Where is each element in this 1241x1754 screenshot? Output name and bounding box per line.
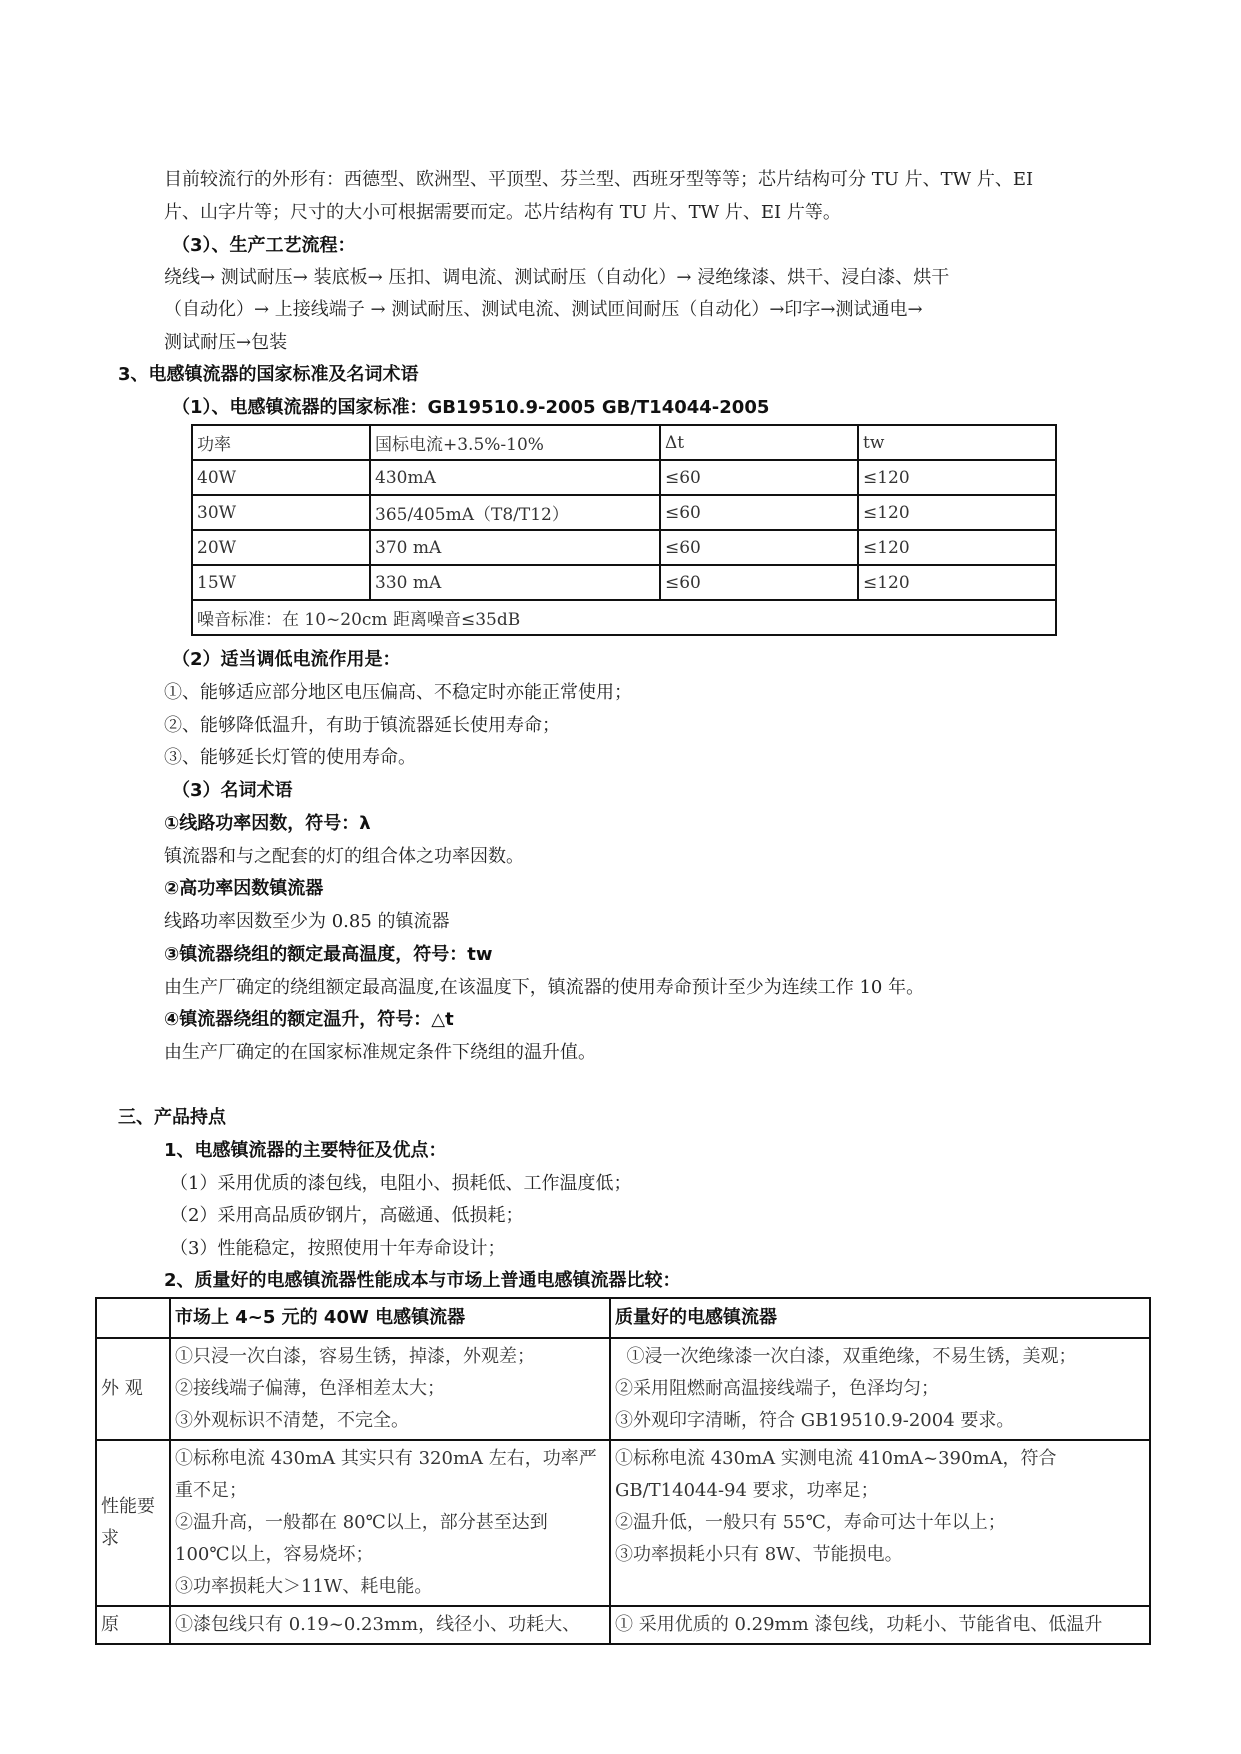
terms-heading: （3）名词术语 xyxy=(172,780,293,801)
table-cell xyxy=(610,1338,1150,1440)
cell-line: ①只浸一次白漆，容易生锈，掉漆，外观差； xyxy=(175,1346,535,1367)
term-title: ③镇流器绕组的额定最高温度，符号：tw xyxy=(164,944,493,965)
list-item: ③、能够延长灯管的使用寿命。 xyxy=(164,747,416,768)
cell-line: ① 采用优质的 0.29mm 漆包线，功耗小、节能省电、低温升 xyxy=(615,1614,1103,1635)
table-note-row xyxy=(192,600,1056,635)
row-label: 性能要求 xyxy=(96,1440,170,1606)
table-row xyxy=(96,1440,1150,1606)
table-row xyxy=(192,460,1056,495)
table-cell: 30W xyxy=(192,495,370,530)
table-header-cell: tw xyxy=(858,425,1056,460)
cell-line: ②接线端子偏薄，色泽相差太大； xyxy=(175,1378,445,1399)
table-cell: ≤60 xyxy=(660,565,858,600)
table-header-row xyxy=(192,425,1056,460)
cell-line: ③功率损耗大＞11W、耗电能。 xyxy=(175,1576,433,1597)
section-heading: 三、产品持点 xyxy=(118,1107,226,1128)
row-label: 外 观 xyxy=(96,1338,170,1440)
table-row xyxy=(192,530,1056,565)
process-line: （自动化）→ 上接线端子 → 测试耐压、测试电流、测试匝间耐压（自动化）→印字→测试通电→ xyxy=(164,299,923,320)
term-title: ①线路功率因数，符号：λ xyxy=(164,813,371,834)
table-corner-cell xyxy=(96,1298,170,1338)
term-desc: 线路功率因数至少为 0.85 的镇流器 xyxy=(164,911,450,932)
list-item: （2）采用高品质矽钢片，高磁通、低损耗； xyxy=(170,1205,524,1226)
table-row xyxy=(96,1338,1150,1440)
table-cell xyxy=(610,1606,1150,1644)
term-desc: 由生产厂确定的绕组额定最高温度,在该温度下，镇流器的使用寿命预计至少为连续工作 10 年。 xyxy=(164,977,925,998)
paragraph-line: 目前较流行的外形有：西德型、欧洲型、平顶型、芬兰型、西班牙型等等；芯片结构可分 TU 片、TW 片、EI xyxy=(164,169,1034,190)
table-cell: ≤120 xyxy=(858,460,1056,495)
table-header-cell: 质量好的电感镇流器 xyxy=(610,1298,1150,1338)
standard-table xyxy=(191,424,1057,636)
table-cell: ≤60 xyxy=(660,495,858,530)
table-header-row xyxy=(96,1298,1150,1338)
cell-line: 100℃以上，容易烧坏； xyxy=(175,1544,374,1565)
table-row xyxy=(192,495,1056,530)
cell-line: ②温升低，一般只有 55℃，寿命可达十年以上； xyxy=(615,1512,1006,1533)
table-cell: ≤60 xyxy=(660,530,858,565)
table-cell: 365/405mA（T8/T12） xyxy=(370,495,660,530)
table-cell: ≤120 xyxy=(858,495,1056,530)
cell-line: ③功率损耗小只有 8W、节能损电。 xyxy=(615,1544,903,1565)
cell-line: ③外观印字清晰，符合 GB19510.9-2004 要求。 xyxy=(615,1410,1015,1431)
table-header-cell: 市场上 4~5 元的 40W 电感镇流器 xyxy=(170,1298,610,1338)
table-header-cell: Δt xyxy=(660,425,858,460)
term-title: ④镇流器绕组的额定温升，符号：△t xyxy=(164,1009,454,1030)
list-item: ②、能够降低温升，有助于镇流器延长使用寿命； xyxy=(164,715,560,736)
features-subheading: 1、电感镇流器的主要特征及优点： xyxy=(164,1140,447,1161)
list-item: （1）采用优质的漆包线，电阻小、损耗低、工作温度低； xyxy=(170,1173,632,1194)
noise-standard-note: 噪音标准：在 10~20cm 距离噪音≤35dB xyxy=(192,600,1056,635)
term-title: ②高功率因数镇流器 xyxy=(164,878,324,899)
process-heading: （3）、生产工艺流程： xyxy=(172,235,356,256)
table-cell: 20W xyxy=(192,530,370,565)
table-cell: ≤60 xyxy=(660,460,858,495)
cell-line: ②温升高，一般都在 80℃以上，部分甚至达到 xyxy=(175,1512,548,1533)
process-line: 测试耐压→包装 xyxy=(164,332,288,353)
list-item: （3）性能稳定，按照使用十年寿命设计； xyxy=(170,1238,506,1259)
table-cell xyxy=(170,1338,610,1440)
cell-line: 重不足； xyxy=(175,1480,247,1501)
cell-line: GB/T14044-94 要求，功率足； xyxy=(615,1480,879,1501)
list-item: ①、能够适应部分地区电压偏高、不稳定时亦能正常使用； xyxy=(164,682,632,703)
table-cell: ≤120 xyxy=(858,565,1056,600)
standard-heading: （1）、电感镇流器的国家标准：GB19510.9-2005 GB/T14044-2005 xyxy=(172,397,770,418)
table-header-cell: 国标电流+3.5%-10% xyxy=(370,425,660,460)
table-cell xyxy=(610,1440,1150,1606)
table-cell xyxy=(170,1440,610,1606)
paragraph-line: 片、山字片等；尺寸的大小可根据需要而定。芯片结构有 TU 片、TW 片、EI 片等。 xyxy=(164,202,841,223)
cell-line: ①标称电流 430mA 实测电流 410mA~390mA，符合 xyxy=(615,1448,1057,1469)
cell-line: ③外观标识不清楚，不完全。 xyxy=(175,1410,409,1431)
cell-line: ①浸一次绝缘漆一次白漆，双重绝缘，不易生锈，美观； xyxy=(615,1346,1077,1367)
process-line: 绕线→ 测试耐压→ 装底板→ 压扣、调电流、测试耐压（自动化）→ 浸绝缘漆、烘干、浸白漆、烘干 xyxy=(164,267,950,288)
table-row xyxy=(192,565,1056,600)
term-desc: 镇流器和与之配套的灯的组合体之功率因数。 xyxy=(164,846,524,867)
table-cell: ≤120 xyxy=(858,530,1056,565)
table-cell: 15W xyxy=(192,565,370,600)
cell-line: ①标称电流 430mA 其实只有 320mA 左右，功率严 xyxy=(175,1448,597,1469)
compare-subheading: 2、质量好的电感镇流器性能成本与市场上普通电感镇流器比较： xyxy=(164,1270,681,1291)
table-cell: 430mA xyxy=(370,460,660,495)
comparison-table xyxy=(95,1297,1151,1645)
section-heading: 3、电感镇流器的国家标准及名词术语 xyxy=(118,364,419,385)
cell-line: ①漆包线只有 0.19~0.23mm，线径小、功耗大、 xyxy=(175,1614,581,1635)
row-label: 原 xyxy=(96,1606,170,1644)
cell-line: ②采用阻燃耐高温接线端子，色泽均匀； xyxy=(615,1378,939,1399)
lower-current-heading: （2）适当调低电流作用是： xyxy=(172,649,401,670)
term-desc: 由生产厂确定的在国家标准规定条件下绕组的温升值。 xyxy=(164,1042,596,1063)
table-cell: 40W xyxy=(192,460,370,495)
table-cell: 370 mA xyxy=(370,530,660,565)
table-cell: 330 mA xyxy=(370,565,660,600)
table-row xyxy=(96,1606,1150,1644)
table-cell xyxy=(170,1606,610,1644)
table-header-cell: 功率 xyxy=(192,425,370,460)
